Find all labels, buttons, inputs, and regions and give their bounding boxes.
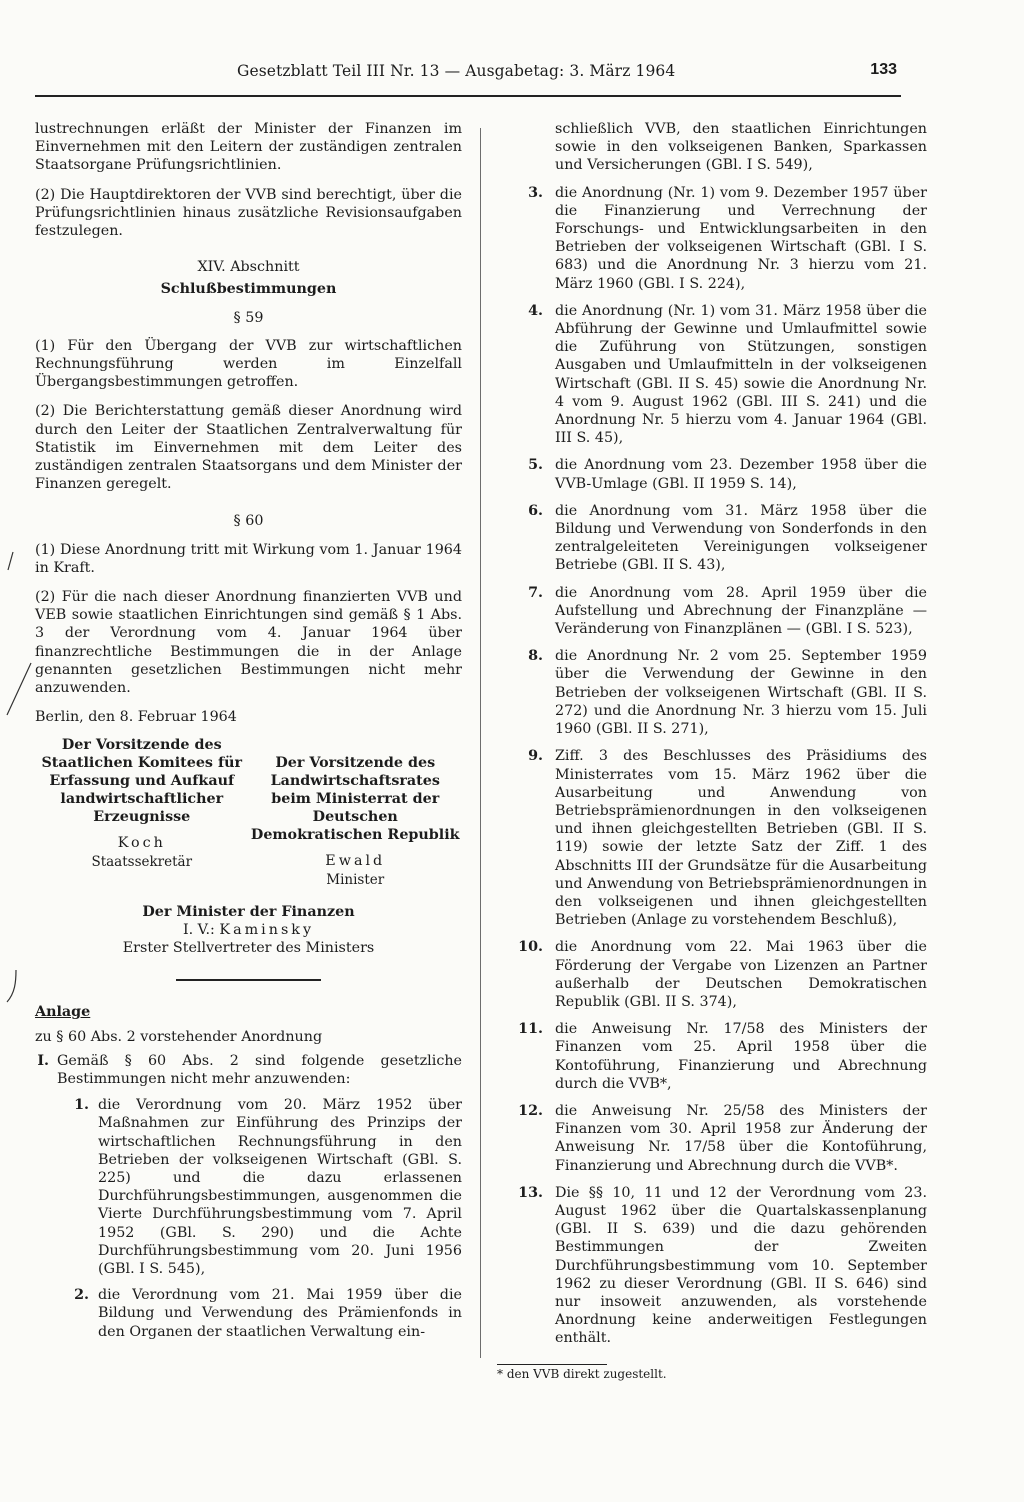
annex-item-number: 5. — [528, 457, 543, 474]
annex-item — [497, 1020, 927, 1093]
annex-item-number: 1. — [74, 1097, 89, 1114]
annex-item — [497, 747, 927, 929]
paragraph-58-2: (2) Die Hauptdirektoren der VVB sind berechtigt, über die Prüfungsrichtlinien hinaus zusätzliche Revisionsaufgaben festzulegen. — [35, 186, 462, 240]
annex-item-number: 2. — [74, 1287, 89, 1304]
page-header — [237, 62, 897, 84]
signature-block-landwirtschaftsrat — [249, 736, 463, 888]
annex-item-number: 12. — [518, 1102, 543, 1119]
annex-item — [497, 502, 927, 575]
signatory-office: Der Vorsitzende des Landwirtschaftsrates beim Ministerrat der Deutschen Demokratischen Republik — [250, 755, 460, 844]
page-number: 133 — [870, 61, 897, 78]
signatory-name: Kaminsky — [219, 921, 315, 938]
annex-item-text: Ziff. 3 des Beschlusses des Präsidiums des Ministerrates vom 15. März 1962 über die Ausarbeitung und Anwendung von Betriebsprämienordnungen in den volkseigenen und ihnen gleichgestellten Betrieben (GBl. II S. 119) sowie der letzte Satz der Ziff. 1 des Abschnitts III der Grundsätze für die Ausarbeitung und Anwendung von Betriebsprämienordnungen in den volkseigenen und ihnen gleichgestellten Betrieben (Anlage zu vorstehendem Beschluß), — [555, 748, 927, 929]
signature-row — [35, 736, 462, 888]
annex-item-text: die Anordnung vom 22. Mai 1963 über die Förderung der Vergabe von Lizenzen an Partner außerhalb der Deutschen Demokratischen Republik (GBl. II S. 374), — [555, 939, 927, 1010]
annex-item-text: Die §§ 10, 11 und 12 der Verordnung vom 23. August 1962 über die Quartalskassenplanung (GBl. II S. 639) und die dazu gehörenden Bestimmungen der Zweiten Durchführungsbestimmung vom 10. September 1962 zu dieser Verordnung (GBl. II S. 646) sind nur insoweit anzuwenden, als vorstehende Anordnung keine anderweitigen Festlegungen enthält. — [555, 1184, 927, 1347]
annex-item-number: 10. — [518, 939, 543, 956]
annex-part-number: I. — [37, 1052, 49, 1069]
annex-item — [35, 1096, 462, 1278]
annex-part-text: Gemäß § 60 Abs. 2 sind folgende gesetzliche Bestimmungen nicht mehr anzuwenden: — [57, 1052, 462, 1087]
annex-item — [497, 302, 927, 448]
margin-tick-mark — [4, 968, 20, 1008]
annex-item-text: die Anordnung (Nr. 1) vom 31. März 1958 über die Abführung der Gewinne und Umlaufmittel sowie die Zuführung von Stützungen, sonstigen Ausgaben und Umlaufmitteln in der volkseigenen Wirtschaft (GBl. II S. 45) sowie die Anordnung Nr. 4 vom 9. August 1962 (GBl. III S. 241) und die Anordnung Nr. 5 hierzu vom 4. Januar 1964 (GBl. III S. 45), — [555, 302, 927, 447]
annex-item-number: 6. — [528, 502, 543, 519]
signatory-office: Der Vorsitzende des Staatlichen Komitees für Erfassung und Aufkauf landwirtschaftlicher Erzeugnisse — [41, 737, 243, 826]
annex-item — [497, 584, 927, 639]
annex-item — [497, 1102, 927, 1175]
signatory-name: Ewald — [325, 853, 386, 870]
annex-item — [497, 456, 927, 492]
annex-item-text: die Anordnung vom 28. April 1959 über die Aufstellung und Abrechnung der Finanzpläne — Veränderung von Finanzplänen — (GBl. I S. 523), — [555, 584, 927, 638]
annex-item-text: die Anweisung Nr. 25/58 des Ministers der Finanzen vom 30. April 1958 zur Änderung der Anweisung Nr. 17/58 über die Kontoführung, Finanzierung und Abrechnung durch die VVB*. — [555, 1102, 927, 1174]
annex-item-text: die Anordnung vom 31. März 1958 über die Bildung und Verwendung von Sonderfonds in den zentralgeleiteten Vereinigungen volkseigener Betriebe (GBl. II S. 43), — [555, 502, 927, 574]
annex-item-text: die Anordnung Nr. 2 vom 25. September 1959 über die Verwendung der Gewinne in den Betrieben der volkseigenen Wirtschaft (GBl. II S. 272) und die Anordnung Nr. 3 hierzu vom 15. Juli 1960 (GBl. II S. 271), — [555, 648, 927, 738]
margin-pen-mark — [4, 660, 34, 720]
annex-reference: zu § 60 Abs. 2 vorstehender Anordnung — [35, 1028, 323, 1045]
annex-item-number: 11. — [518, 1021, 543, 1038]
right-column — [497, 120, 927, 1383]
paragraph-60-1: (1) Diese Anordnung tritt mit Wirkung vom 1. Januar 1964 in Kraft. — [35, 541, 462, 576]
annex-item-text: die Anweisung Nr. 17/58 des Ministers der Finanzen vom 25. April 1958 über die Kontoführung, Finanzierung und Abrechnung durch die VVB*, — [555, 1021, 927, 1092]
paragraph-60-2: (2) Für die nach dieser Anordnung finanzierten VVB und VEB sowie staatlichen Einrichtungen sind gemäß § 1 Abs. 3 der Verordnung vom 4. Januar 1964 über finanzrechtliche Bestimmungen die in der Anlage genannten gesetzlichen Bestimmungen nicht mehr anzuwenden. — [35, 589, 462, 697]
signatory-role: Erster Stellvertreter des Ministers — [122, 940, 375, 957]
annex-item-text: die Anordnung (Nr. 1) vom 9. Dezember 1957 über die Finanzierung und Verrechnung der Forschungs- und Entwicklungsarbeiten in den Betrieben der volkseigenen Wirtschaft (GBl. I S. 683) und die Anordnung Nr. 3 hierzu vom 21. März 1960 (GBl. I S. 224), — [555, 184, 927, 292]
annex-item-number: 8. — [528, 648, 543, 665]
paragraph-continued: lustrechnungen erläßt der Minister der Finanzen im Einvernehmen mit den Leitern der zuständigen zentralen Staatsorgane Prüfungsrichtlinien. — [35, 121, 462, 174]
signature-block-finance-minister — [35, 903, 462, 957]
signatory-name: Koch — [117, 835, 166, 852]
section-separator — [176, 979, 321, 981]
annex-item-number: 13. — [518, 1184, 543, 1201]
annex-item-text: die Verordnung vom 21. Mai 1959 über die Bildung und Verwendung des Prämienfonds in den Organen der staatlichen Verwaltung ein- — [98, 1287, 462, 1340]
signature-block-komitee — [35, 736, 249, 888]
signatory-office: Der Minister der Finanzen — [142, 903, 355, 920]
signatory-role: Staatssekretär — [91, 853, 193, 870]
paragraph-59-heading: § 59 — [233, 309, 264, 326]
annex-item-list — [497, 184, 927, 1348]
paragraph-59-2: (2) Die Berichterstattung gemäß dieser Anordnung wird durch den Leiter der Staatlichen Zentralverwaltung für Statistik im Einvernehmen mit dem Leiter des zuständigen zentralen Staatsorgans und dem Minister der Finanzen geregelt. — [35, 403, 462, 493]
annex-item — [497, 1184, 927, 1348]
place-date: Berlin, den 8. Februar 1964 — [35, 709, 237, 726]
column-divider — [480, 128, 481, 1358]
section-number: XIV. Abschnitt — [197, 259, 300, 276]
annex-item-number: 4. — [528, 302, 543, 319]
annex-part-i — [35, 1052, 462, 1088]
annex-item — [35, 1286, 462, 1341]
annex-item-text: die Verordnung vom 20. März 1952 über Maßnahmen zur Einführung des Prinzips der wirtschaftlichen Rechnungsführung in den Betrieben der volkseigenen Wirtschaft (GBl. S. 225) und die dazu erlassenen Durchführungsbestimmungen, ausgenommen die Vierte Durchführungsbestimmung vom 7. April 1952 (GBl. S. 290) und die Achte Durchführungsbestimmung vom 20. Juni 1956 (GBl. I S. 545), — [98, 1097, 462, 1277]
annex-item-text: die Anordnung vom 23. Dezember 1958 über die VVB-Umlage (GBl. II 1959 S. 14), — [555, 457, 927, 492]
paragraph-60-heading: § 60 — [233, 513, 264, 530]
annex-item-number: 7. — [528, 584, 543, 601]
section-title: Schlußbestimmungen — [160, 281, 337, 298]
annex-item-number: 9. — [528, 748, 543, 765]
gazette-title: Gesetzblatt Teil III Nr. 13 — Ausgabetag: 3. März 1964 — [237, 62, 676, 80]
left-column — [35, 120, 462, 1341]
annex-item — [497, 938, 927, 1011]
margin-tick-mark-small — [4, 550, 16, 574]
header-rule — [35, 95, 901, 97]
signatory-deputy-prefix: I. V.: — [182, 921, 215, 938]
signatory-role: Minister — [326, 871, 385, 888]
annex-item — [497, 184, 927, 293]
annex-item — [497, 647, 927, 738]
footnote: * den VVB direkt zugestellt. — [497, 1366, 667, 1381]
annex-title: Anlage — [35, 1004, 91, 1021]
annex-item-number: 3. — [528, 184, 543, 201]
paragraph-59-1: (1) Für den Übergang der VVB zur wirtschaftlichen Rechnungsführung werden im Einzelfall Übergangsbestimmungen getroffen. — [35, 337, 462, 391]
annex-item-continued: schließlich VVB, den staatlichen Einrichtungen sowie in den volkseigenen Banken, Sparkassen und Versicherungen (GBl. I S. 549), — [555, 121, 927, 174]
